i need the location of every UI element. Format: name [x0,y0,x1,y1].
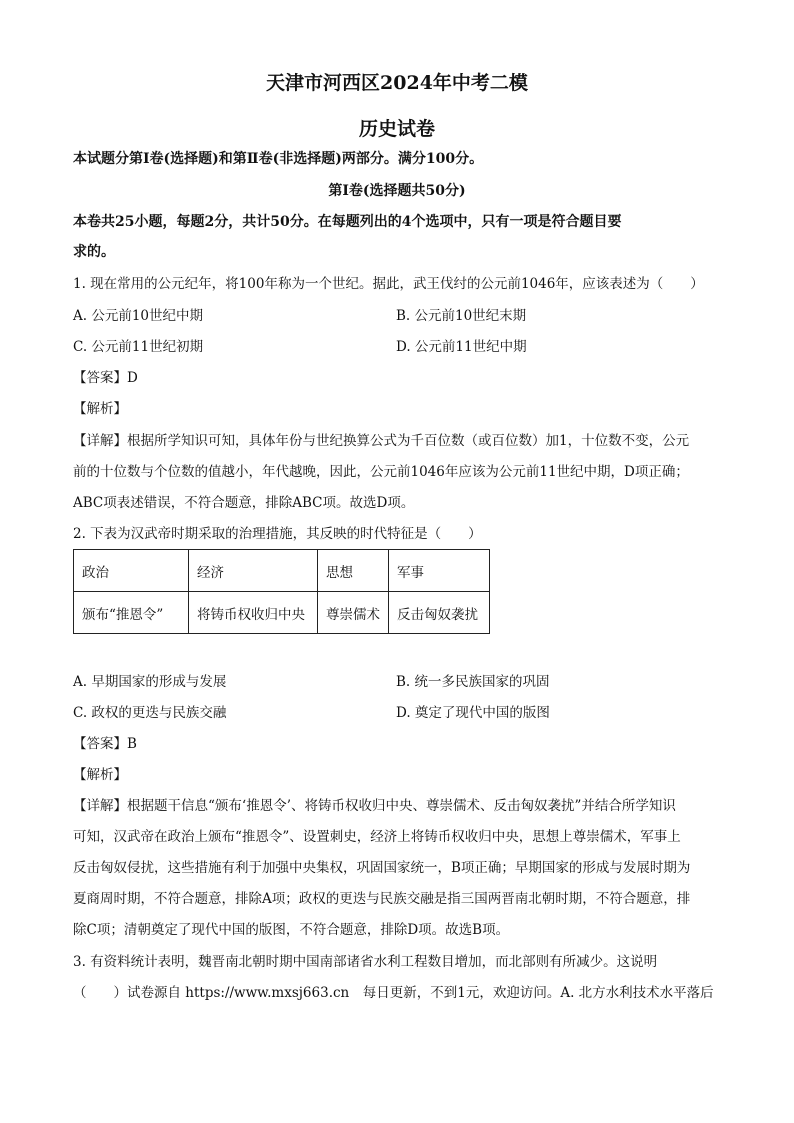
q2-detail-line-1: 【详解】根据题干信息“颁布‘推恩令’、将铸币权收归中央、尊崇儒术、反击匈奴袭扰”并结合所学知识 [73,798,676,814]
q2-detail-line-4: 夏商周时期，不符合题意，排除A项；政权的更迭与民族交融是指三国两晋南北朝时期，不符合题意，排 [73,891,691,907]
q1-stem: 1. 现在常用的公元纪年，将100年称为一个世纪。据此，武王伐纣的公元前1046年，应该表述为（ ） [73,276,704,292]
q1-analysis-label: 【解析】 [73,401,127,417]
table-header-cell: 思想 [318,550,389,592]
table-cell: 颁布“推恩令” [74,592,189,634]
q2-option-c: C. 政权的更迭与民族交融 [73,705,227,721]
q1-option-d: D. 公元前11世纪中期 [396,339,527,355]
exam-title: 天津市河西区2024年中考二模 [266,72,528,94]
q2-detail-line-5: 除C项；清朝奠定了现代中国的版图，不符合题意，排除D项。故选B项。 [73,922,510,938]
table-header-cell: 政治 [74,550,189,592]
q2-answer: 【答案】B [73,736,137,752]
q3-stem-line-1: 3. 有资料统计表明，魏晋南北朝时期中国南部诸省水利工程数目增加，而北部则有所减少。这说明 [73,954,658,970]
q1-option-b: B. 公元前10世纪末期 [396,308,527,324]
q1-option-c: C. 公元前11世纪初期 [73,339,204,355]
q2-option-b: B. 统一多民族国家的巩固 [396,674,550,690]
q1-option-a: A. 公元前10世纪中期 [73,308,204,324]
table-row [74,592,490,634]
section-title: 第Ⅰ卷(选择题共50分) [328,183,466,199]
q2-measures-table [73,549,490,634]
instructions-line-1: 本卷共25小题，每题2分，共计50分。在每题列出的4个选项中，只有一项是符合题目要 [73,214,622,230]
q1-answer: 【答案】D [73,370,138,386]
paper-note: 本试题分第Ⅰ卷(选择题)和第Ⅱ卷(非选择题)两部分。满分100分。 [73,151,484,167]
q2-stem: 2. 下表为汉武帝时期采取的治理措施，其反映的时代特征是（ ） [73,526,482,542]
q2-detail-line-3: 反击匈奴侵扰，这些措施有利于加强中央集权，巩固国家统一，B项正确；早期国家的形成与发展时期为 [73,860,691,876]
q2-option-d: D. 奠定了现代中国的版图 [396,705,550,721]
table-header-row [74,550,490,592]
q1-detail-line-2: 前的十位数与个位数的值越小，年代越晚，因此，公元前1046年应该为公元前11世纪中期，D项正确； [73,464,689,480]
q2-analysis-label: 【解析】 [73,767,127,783]
q2-detail-line-2: 可知，汉武帝在政治上颁布“推恩令”、设置刺史，经济上将铸币权收归中央，思想上尊崇儒术，军事上 [73,829,681,845]
table-header-cell: 经济 [189,550,318,592]
exam-subtitle: 历史试卷 [358,118,435,140]
table-cell: 将铸币权收归中央 [189,592,318,634]
q3-stem-line-2: （ ）试卷源自 https://www.mxsj663.cn 每日更新，不到1元，欢迎访问。A. 北方水利技术水平落后 [73,985,714,1001]
instructions-line-2: 求的。 [73,244,115,260]
q1-detail-line-1: 【详解】根据所学知识可知，具体年份与世纪换算公式为千百位数（或百位数）加1，十位数不变，公元 [73,433,690,449]
q2-option-a: A. 早期国家的形成与发展 [73,674,227,690]
q1-detail-line-3: ABC项表述错误，不符合题意，排除ABC项。故选D项。 [73,495,415,511]
table-cell: 反击匈奴袭扰 [389,592,490,634]
table-cell: 尊崇儒术 [318,592,389,634]
table-header-cell: 军事 [389,550,490,592]
